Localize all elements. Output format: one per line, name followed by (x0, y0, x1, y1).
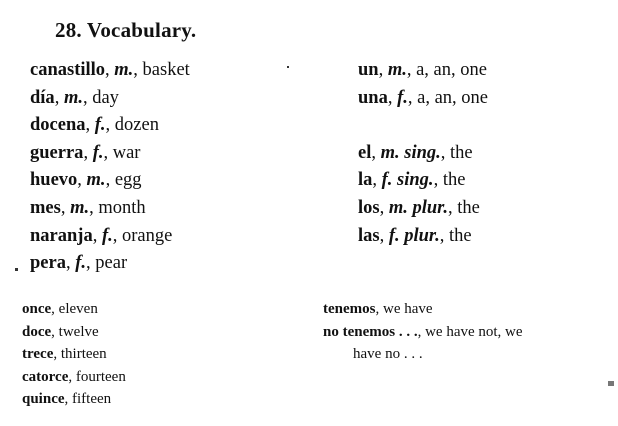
english-meaning: dozen (114, 115, 159, 136)
english-meaning: basket (142, 60, 190, 80)
english-meaning: thirteen (60, 346, 107, 362)
english-meaning: orange (122, 225, 173, 246)
gender-label: m. (114, 60, 134, 80)
english-meaning: a, an, one (417, 87, 489, 108)
number-entry: trece, thirteen (22, 346, 107, 362)
spanish-word: quince (22, 391, 65, 407)
number-entry: catorce, fourteen (22, 368, 126, 385)
vocab-entry: docena, f., dozen (30, 115, 159, 136)
blank-row (358, 112, 488, 140)
english-meaning: egg (114, 170, 142, 191)
english-meaning: fourteen (75, 368, 126, 385)
number-entry: quince, fifteen (22, 391, 112, 407)
gender-label: f. plur. (388, 225, 440, 246)
gender-label: f. (94, 115, 106, 136)
numbers-list (22, 298, 126, 411)
english-meaning: day (92, 87, 119, 108)
spanish-word: el (358, 142, 372, 163)
spanish-word: las (358, 225, 380, 246)
english-meaning: the (457, 197, 480, 218)
vocab-entry: huevo, m., egg (30, 170, 142, 191)
gender-label: f. (92, 142, 104, 163)
english-meaning: we have (383, 301, 433, 317)
gender-label: m. plur. (388, 197, 448, 218)
number-entry: doce, twelve (22, 323, 99, 340)
vocab-entry: las, f. plur., the (358, 225, 472, 246)
spanish-word: una (358, 87, 388, 108)
gender-label: m. (70, 197, 90, 218)
vocab-entry: día, m., day (30, 87, 119, 108)
phrase-continuation (323, 343, 523, 366)
vocab-entry: un, m., a, an, one (358, 60, 487, 80)
spanish-word: los (358, 197, 380, 218)
vocab-entry: canastillo, m., basket (30, 60, 190, 80)
spanish-word: naranja (30, 225, 93, 246)
section-title: 28. Vocabulary. (55, 18, 197, 42)
spanish-word: mes (30, 197, 61, 218)
english-meaning: eleven (58, 301, 98, 317)
spanish-word: la (358, 170, 373, 191)
english-meaning: we have not, we (425, 323, 523, 340)
vocab-entry: el, m. sing., the (358, 142, 473, 163)
spanish-word: docena (30, 115, 86, 136)
spanish-word: catorce (22, 368, 69, 385)
print-speck (287, 66, 289, 68)
english-meaning: a, an, one (416, 60, 487, 80)
vocab-entry: guerra, f., war (30, 142, 141, 163)
vocab-entry: naranja, f., orange (30, 225, 173, 246)
vocab-entry: una, f., a, an, one (358, 87, 489, 108)
spanish-word: trece (22, 346, 54, 362)
print-speck (608, 381, 614, 386)
gender-label: m. (86, 170, 106, 191)
spanish-word: guerra (30, 142, 84, 163)
english-meaning: month (98, 197, 146, 218)
english-meaning: the (442, 170, 466, 191)
vocab-entry: los, m. plur., the (358, 197, 480, 218)
phrase-entry: tenemos, we have (323, 301, 433, 317)
gender-label: m. sing. (380, 142, 441, 163)
english-meaning: twelve (58, 323, 99, 340)
english-meaning: have no . . . (353, 346, 423, 362)
spanish-word: tenemos (323, 301, 376, 317)
number-entry: once, eleven (22, 301, 98, 317)
english-meaning: the (450, 142, 473, 163)
english-meaning: fifteen (72, 391, 112, 407)
gender-label: f. sing. (381, 170, 434, 191)
spanish-word: día (30, 87, 55, 108)
phrase-entry: no tenemos . . ., we have not, we (323, 323, 523, 340)
gender-label: m. (387, 60, 407, 80)
vocab-entry: pera, f., pear (30, 253, 128, 274)
gender-label: f. (75, 253, 87, 274)
spanish-word: canastillo (30, 60, 106, 80)
spanish-word: pera (30, 253, 66, 274)
spanish-word: huevo (30, 170, 78, 191)
vocabulary-list-right (358, 57, 488, 250)
phrases-list (323, 298, 523, 366)
english-meaning: the (449, 225, 472, 246)
gender-label: m. (63, 87, 83, 108)
spanish-word: doce (22, 323, 52, 340)
vocab-entry: la, f. sing., the (358, 170, 466, 191)
english-meaning: pear (95, 253, 128, 274)
spanish-word: once (22, 301, 52, 317)
print-speck (15, 268, 18, 271)
gender-label: f. (101, 225, 113, 246)
vocabulary-list-left (30, 57, 190, 278)
spanish-word: no tenemos . . . (323, 323, 418, 340)
spanish-word: un (358, 60, 379, 80)
gender-label: f. (397, 87, 408, 108)
english-meaning: war (112, 142, 141, 163)
vocab-entry: mes, m., month (30, 197, 146, 218)
